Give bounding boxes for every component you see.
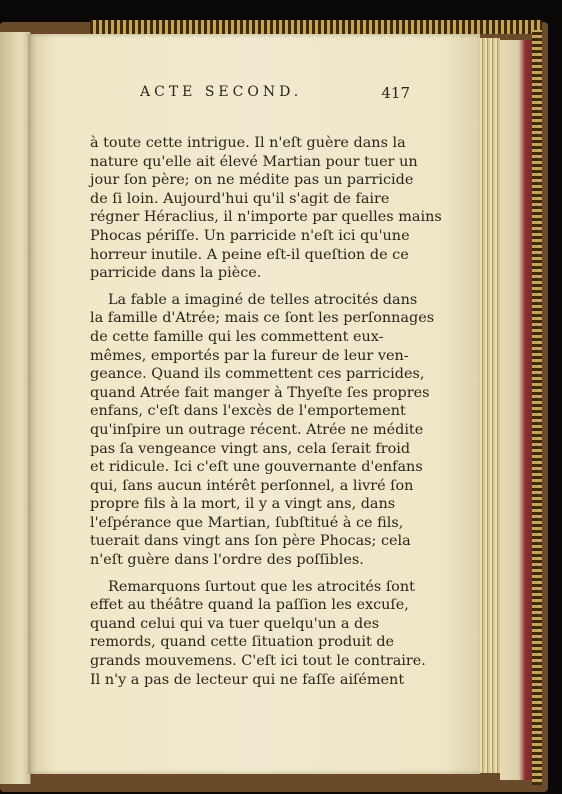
text-line: enfans, c'eſt dans l'excès de l'emportement [90, 403, 406, 420]
paragraph-2 [90, 291, 435, 570]
running-title: ACTE SECOND. [140, 84, 303, 100]
text-line: La fable a imaginé de telles atrocités dans [108, 291, 418, 308]
text-line: à toute cette intrigue. Il n'eſt guère dans la [90, 135, 406, 151]
text-line: effet au théâtre quand la paſſion les excuſe, [90, 597, 409, 614]
gilt-right-edge [532, 30, 542, 785]
text-line: qui, ſans aucun intérêt perſonnel, a livré ſon [90, 477, 414, 494]
text-line: de ſi loin. Aujourd'hui qu'il s'agit de faire [90, 190, 390, 207]
text-line: tuerait dans vingt ans ſon père Phocas; cela [90, 533, 411, 550]
text-line: Il n'y a pas de lecteur qui ne faſſe aiſément [90, 671, 405, 688]
text-line: quand Atrée fait manger à Thyeſte ſes propres [90, 384, 430, 401]
text-line: remords, quand cette ſituation produit de [90, 634, 395, 651]
body-text [90, 134, 442, 689]
running-header [140, 84, 410, 102]
text-line: Phocas périſſe. Un parricide n'eſt ici qu'une [90, 227, 410, 244]
page-stack-edges [480, 38, 500, 773]
paragraph-1 [90, 134, 442, 283]
text-line: pas ſa vengeance vingt ans, cela ſerait froid [90, 440, 411, 457]
text-line: n'eſt guère dans l'ordre des poſſibles. [90, 552, 364, 569]
text-line: grands mouvemens. C'eſt ici tout le contraire. [90, 653, 426, 670]
text-line: propre fils à la mort, il y a vingt ans, dans [90, 496, 396, 513]
text-line: la famille d'Atrée; mais ce ſont les perſonnages [90, 310, 435, 327]
text-line: l'eſpérance que Martian, ſubſtitué à ce fils, [90, 514, 404, 531]
text-line: parricide dans la pièce. [90, 265, 262, 282]
text-line: mêmes, emportés par la fureur de leur ven- [90, 347, 409, 364]
text-line: et ridicule. Ici c'eſt une gouvernante d'enfans [90, 459, 423, 476]
left-page-edge [0, 32, 31, 784]
page-number: 417 [381, 84, 410, 102]
text-line: geance. Quand ils commettent ces parricides, [90, 366, 425, 383]
text-line: de cette famille qui les commettent eux- [90, 328, 384, 345]
text-line: quand celui qui va tuer quelqu'un a des [90, 615, 380, 632]
gilt-top-edge [90, 20, 542, 34]
text-line: jour ſon père; on ne médite pas un parricide [90, 172, 414, 189]
text-line: régner Héraclius, il n'importe par quelles mains [90, 209, 442, 226]
text-line: horreur inutile. A peine eſt-il queſtion de ce [90, 246, 409, 263]
text-line: nature qu'elle ait élevé Martian pour tuer un [90, 153, 418, 170]
paragraph-3 [90, 578, 426, 690]
text-line: Remarquons ſurtout que les atrocités ſont [108, 578, 415, 595]
text-line: qu'inſpire un outrage récent. Atrée ne médite [90, 421, 424, 438]
